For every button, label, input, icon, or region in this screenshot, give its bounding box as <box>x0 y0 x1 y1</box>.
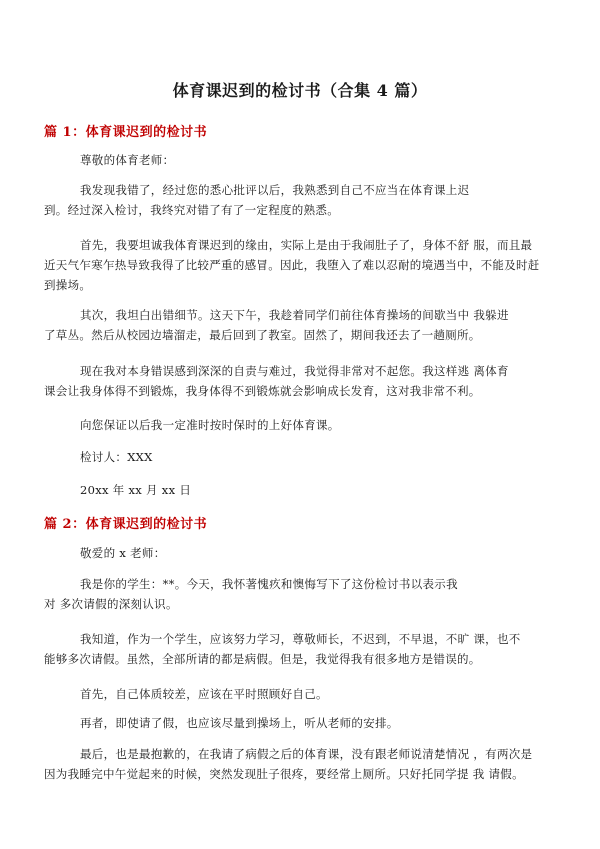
paragraph <box>44 305 544 345</box>
text-line: 我知道，作为一个学生，应该努力学习，尊敬师长，不迟到，不早退，不旷 课，也不 <box>80 632 521 646</box>
text-line: 最后，也是最抱歉的，在我请了病假之后的体育课，没有跟老师说清楚情况 ，有两次是 <box>80 747 533 761</box>
text-line: 因为我睡完中午觉起来的时候，突然发现肚子很疼，要经常上厕所。只好托同学提 我 请假。 <box>44 767 524 781</box>
text-line: 近天气乍寒乍热导致我得了比较严重的感冒。因此，我堕入了难以忍耐的境遇当中，不能及时赶 <box>44 258 540 272</box>
salutation <box>44 150 544 170</box>
text-line: 到。经过深入检讨，我终究对错了有了一定程度的熟悉。 <box>44 203 339 217</box>
text-line: 再者，即使请了假，也应该尽量到操场上，听从老师的安排。 <box>80 716 399 730</box>
text-line: 其次，我坦白出错细节。这天下午，我趁着同学们前往体育操场的间歇当中 我躲进 <box>80 308 509 322</box>
text-line: 到操场。 <box>44 278 92 292</box>
paragraph <box>44 684 544 704</box>
paragraph <box>44 415 544 435</box>
paragraph <box>44 574 544 614</box>
text-line: 检讨人：XXX <box>80 450 153 464</box>
text-line: 首先，自己体质较差，应该在平时照顾好自己。 <box>80 687 328 701</box>
text-line: 向您保证以后我一定准时按时保时的上好体育课。 <box>80 418 340 432</box>
date <box>44 480 544 500</box>
paragraph <box>44 744 544 784</box>
paragraph <box>44 713 544 733</box>
text-line: 能够多次请假。虽然，全部所请的都是病假。但是，我觉得我有很多地方是错误的。 <box>44 652 481 666</box>
text-line: 我发现我错了，经过您的悉心批评以后，我熟悉到自己不应当在体育课上迟 <box>80 183 470 197</box>
text-line: 了草丛。然后从校园边墙溜走，最后回到了教室。固然了，期间我还去了一趟厕所。 <box>44 328 481 342</box>
text-line: 尊敬的体育老师： <box>80 153 175 167</box>
text-line: 课会让我身体得不到锻炼，我身体得不到锻炼就会影响成长发育，这对我非常不利。 <box>44 384 481 398</box>
text-line: 20xx 年 xx 月 xx 日 <box>80 483 192 497</box>
text-line: 首先，我要坦诚我体育课迟到的缘由，实际上是由于我闹肚子了，身体不舒 服，而且最 <box>80 238 533 252</box>
text-line: 现在我对本身错误感到深深的自责与难过，我觉得非常对不起您。我这样逃 离体育 <box>80 364 509 378</box>
text-line: 敬爱的 x 老师： <box>80 546 166 560</box>
paragraph <box>44 235 544 295</box>
text-line: 对 多次请假的深刻认识。 <box>44 597 178 611</box>
paragraph <box>44 361 544 401</box>
document-title: 体育课迟到的检讨书（合集 4 篇） <box>172 81 428 100</box>
section-heading: 篇 2：体育课迟到的检讨书 <box>44 517 208 532</box>
signature <box>44 447 544 467</box>
section-heading: 篇 1：体育课迟到的检讨书 <box>44 125 208 140</box>
text-line: 我是你的学生：**。今天，我怀著愧疚和懊悔写下了这份检讨书以表示我 <box>80 577 458 591</box>
salutation <box>44 543 544 563</box>
paragraph <box>44 180 544 220</box>
paragraph <box>44 629 544 669</box>
